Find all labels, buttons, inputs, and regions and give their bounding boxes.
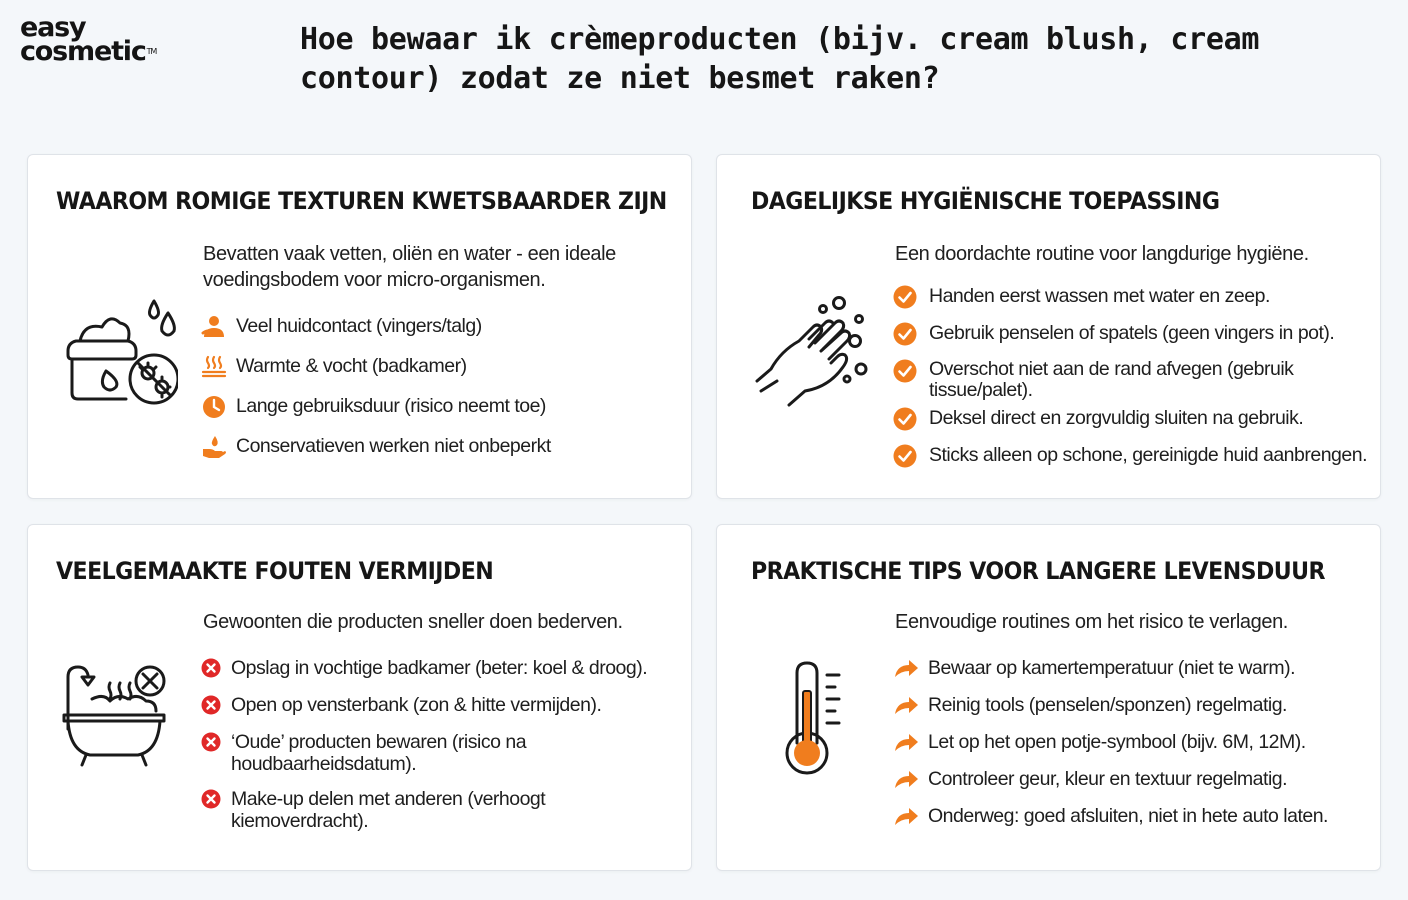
list-item bbox=[893, 407, 1373, 444]
list-item bbox=[893, 285, 1373, 322]
list-item-text: Open op vensterbank (zon & hitte vermijden). bbox=[231, 694, 602, 716]
check-circle-icon bbox=[893, 285, 917, 309]
card-subtitle: Gewoonten die producten sneller doen bederven. bbox=[203, 611, 623, 633]
mistakes-list bbox=[201, 657, 681, 836]
bathtub-cross-icon bbox=[58, 659, 170, 771]
list-item bbox=[201, 731, 601, 788]
list-item bbox=[201, 657, 681, 694]
list-item-text: Reinig tools (penselen/sponzen) regelmatig. bbox=[928, 694, 1287, 716]
list-item bbox=[201, 395, 681, 435]
list-item bbox=[893, 694, 1373, 731]
list-item bbox=[893, 805, 1373, 842]
list-item-text: Overschot niet aan de rand afvegen (gebruik tissue/palet). bbox=[929, 358, 1294, 401]
list-item bbox=[201, 315, 681, 355]
check-circle-icon bbox=[893, 407, 917, 431]
arrow-icon bbox=[893, 657, 919, 679]
card-title: DAGELIJKSE HYGIËNISCHE TOEPASSING bbox=[751, 187, 1220, 215]
list-item-text: Deksel direct en zorgvuldig sluiten na gebruik. bbox=[929, 407, 1304, 429]
brand-logo[interactable] bbox=[20, 12, 190, 67]
tips-list bbox=[893, 657, 1373, 842]
list-item-text: ‘Oude’ producten bewaren (risico na houdbaarheidsdatum). bbox=[231, 731, 527, 775]
thermometer-icon bbox=[777, 655, 857, 775]
list-item-text: Let op het open potje-symbool (bijv. 6M, 12M). bbox=[928, 731, 1306, 753]
list-item bbox=[893, 359, 1373, 407]
card-why-creamy bbox=[27, 154, 692, 499]
brand-tm: TM bbox=[146, 47, 157, 56]
list-item-text: Gebruik penselen of spatels (geen vingers in pot). bbox=[929, 322, 1335, 344]
list-item bbox=[893, 768, 1373, 805]
cross-circle-icon bbox=[201, 658, 221, 678]
list-item-text: Lange gebruiksduur (risico neemt toe) bbox=[236, 395, 546, 417]
page-title: Hoe bewaar ik crèmeproducten (bijv. cream blush, cream contour) zodat ze niet besmet raken? bbox=[300, 22, 1260, 96]
cream-jar-bacteria-icon bbox=[58, 293, 178, 413]
card-subtitle: Bevatten vaak vetten, oliën en water - een ideale voedingsbodem voor micro-organismen. bbox=[203, 243, 616, 291]
list-item-text: Sticks alleen op schone, gereinigde huid aanbrengen. bbox=[929, 444, 1368, 466]
list-item-text: Bewaar op kamertemperatuur (niet te warm). bbox=[928, 657, 1295, 679]
check-circle-icon bbox=[893, 359, 917, 383]
hand-droplet-icon bbox=[201, 435, 227, 459]
list-item bbox=[893, 444, 1373, 481]
cross-circle-icon bbox=[201, 695, 221, 715]
card-daily-hygiene bbox=[716, 154, 1381, 499]
list-item bbox=[893, 322, 1373, 359]
check-circle-icon bbox=[893, 444, 917, 468]
list-item-text: Onderweg: goed afsluiten, niet in hete auto laten. bbox=[928, 805, 1328, 827]
list-item-text: Opslag in vochtige badkamer (beter: koel & droog). bbox=[231, 657, 648, 679]
risk-list bbox=[201, 315, 681, 475]
person-icon bbox=[201, 315, 227, 339]
list-item-text: Handen eerst wassen met water en zeep. bbox=[929, 285, 1270, 307]
arrow-icon bbox=[893, 768, 919, 790]
card-practical-tips bbox=[716, 524, 1381, 871]
card-title: PRAKTISCHE TIPS VOOR LANGERE LEVENSDUUR bbox=[751, 557, 1325, 585]
routine-list bbox=[893, 285, 1373, 481]
card-title: VEELGEMAAKTE FOUTEN VERMIJDEN bbox=[56, 557, 494, 585]
hand-washing-icon bbox=[751, 291, 871, 411]
list-item bbox=[893, 731, 1373, 768]
list-item-text: Veel huidcontact (vingers/talg) bbox=[236, 315, 482, 337]
list-item bbox=[893, 657, 1373, 694]
list-item-text: Make-up delen met anderen (verhoogt kiemoverdracht). bbox=[231, 788, 546, 832]
cross-circle-icon bbox=[201, 789, 221, 809]
check-circle-icon bbox=[893, 322, 917, 346]
list-item bbox=[201, 694, 681, 731]
arrow-icon bbox=[893, 731, 919, 753]
clock-icon bbox=[201, 395, 227, 419]
brand-line2-text: cosmetic bbox=[20, 36, 146, 67]
card-subtitle: Een doordachte routine voor langdurige hygiëne. bbox=[895, 243, 1309, 265]
brand-line1: easy bbox=[20, 12, 86, 43]
brand-line2 bbox=[20, 36, 157, 67]
list-item-text: Controleer geur, kleur en textuur regelmatig. bbox=[928, 768, 1288, 790]
list-item bbox=[201, 355, 681, 395]
list-item-text: Conservatieven werken niet onbeperkt bbox=[236, 435, 551, 457]
card-subtitle: Eenvoudige routines om het risico te verlagen. bbox=[895, 611, 1288, 633]
arrow-icon bbox=[893, 694, 919, 716]
list-item-text: Warmte & vocht (badkamer) bbox=[236, 355, 467, 377]
card-title: WAAROM ROMIGE TEXTUREN KWETSBAARDER ZIJN bbox=[56, 187, 667, 215]
card-common-mistakes bbox=[27, 524, 692, 871]
cross-circle-icon bbox=[201, 732, 221, 752]
heat-steam-icon bbox=[201, 355, 227, 379]
list-item bbox=[201, 788, 601, 836]
arrow-icon bbox=[893, 805, 919, 827]
list-item bbox=[201, 435, 681, 475]
